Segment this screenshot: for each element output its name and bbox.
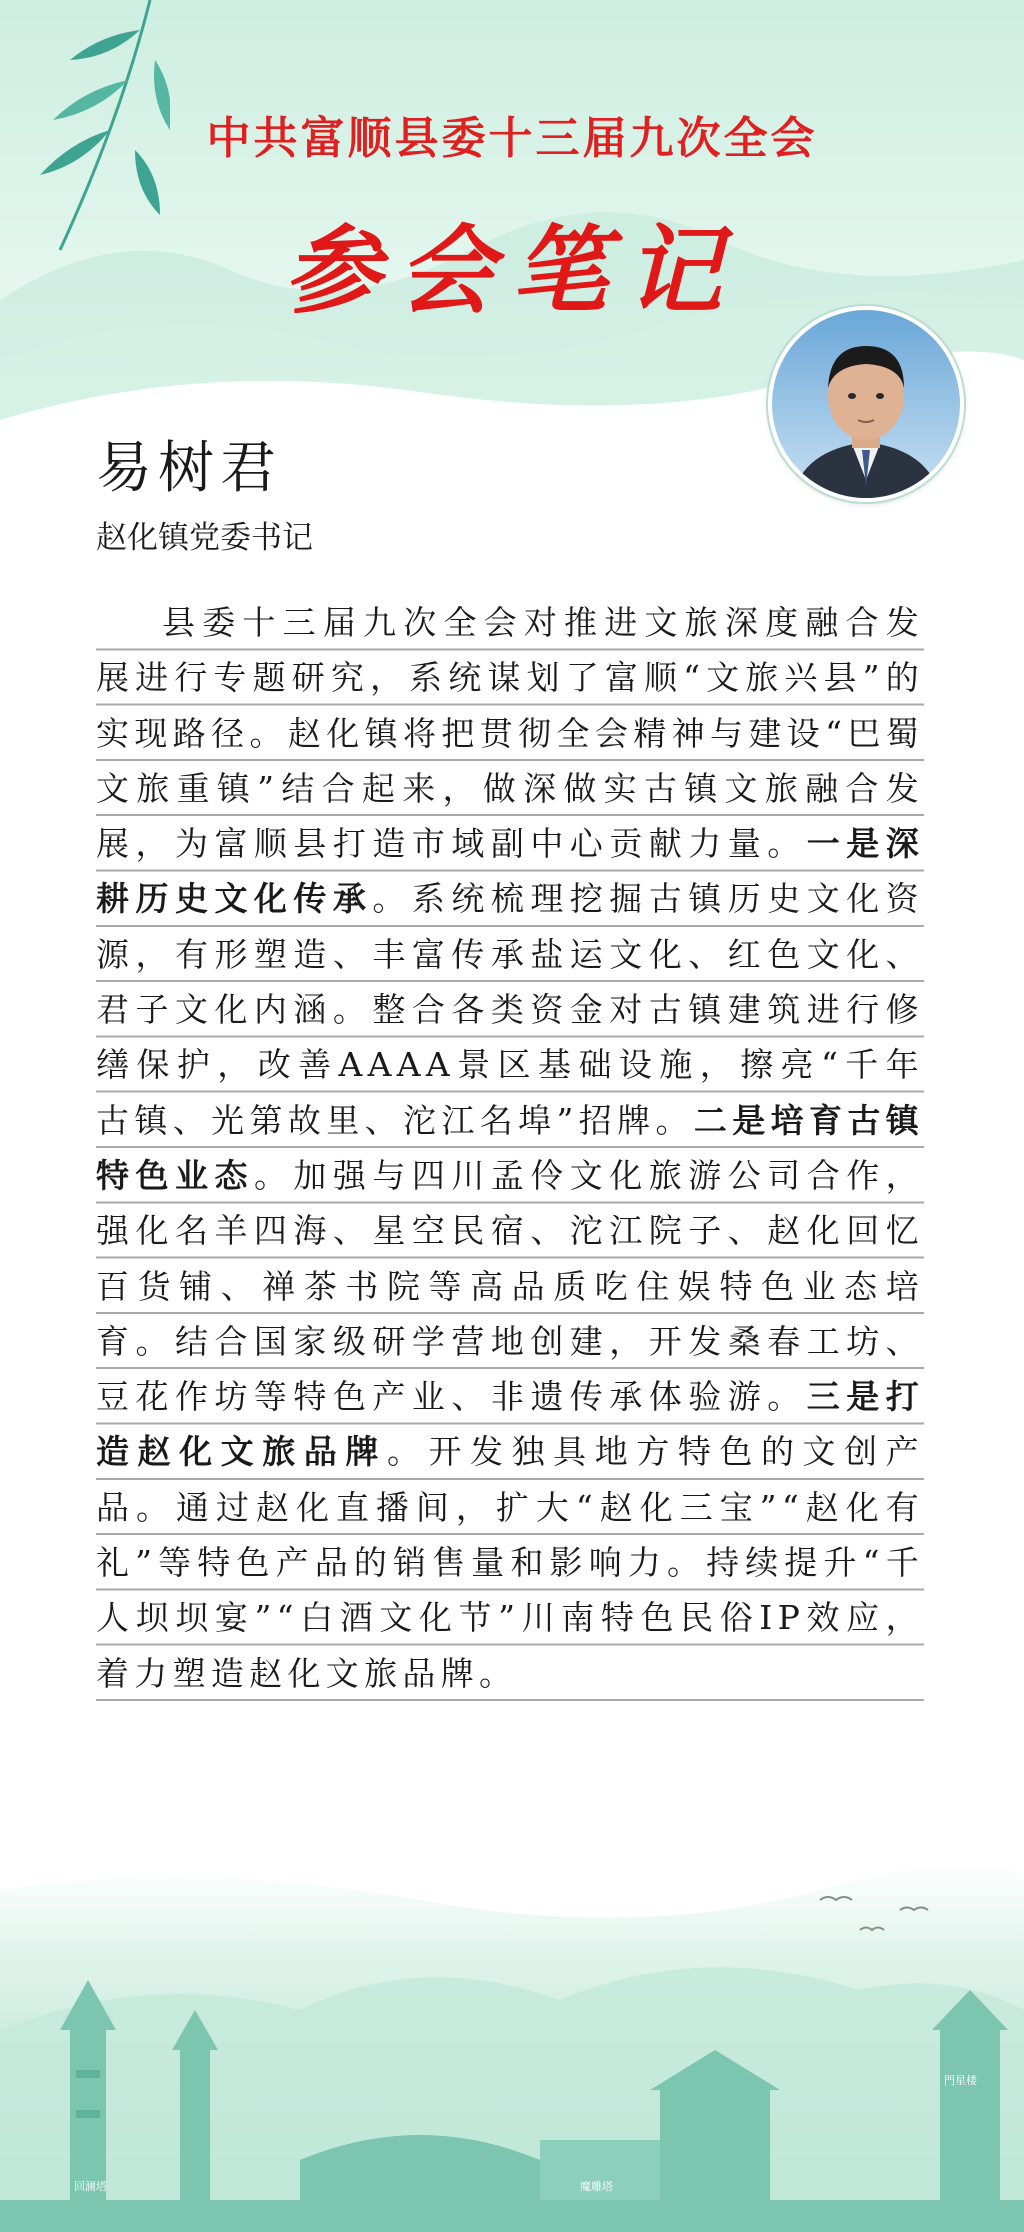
article-highlight: 一是深耕历史文化传承: [96, 824, 924, 919]
article-segment: 。系统梳理挖掘古镇历史文化资源，有形塑造、丰富传承盐运文化、红色文化、君子文化内涵。整合各类资金对古镇建筑进行修缮保护，改善AAAA景区基础设施，擦亮“千年古镇、光第故里、沱江名埠”招牌。: [96, 879, 924, 1140]
footer-scenery: [0, 1860, 1024, 2232]
landmark-label-left: 回澜塔: [74, 2180, 107, 2193]
article-segment: 县委十三届九次全会对推进文旅深度融合发展进行专题研究，系统谋划了富顺“文旅兴县”的实现路径。赵化镇将把贯彻全会精神与建设“巴蜀文旅重镇”结合起来，做深做实古镇文旅融合发展，为富顺县打造市域副中心贡献力量。: [96, 603, 924, 864]
article-body: [96, 595, 924, 1701]
town-skyline-illustration: [0, 1860, 1024, 2232]
article-segment: 。开发独具地方特色的文创产品。通过赵化直播间，扩大“赵化三宝”“赵化有礼”等特色产品的销售量和影响力。持续提升“千人坝坝宴”“白酒文化节”川南特色民俗IP效应，着力塑造赵化文旅品牌。: [96, 1432, 924, 1693]
article-segment: 。加强与四川孟伶文化旅游公司合作，强化名羊四海、星空民宿、沱江院子、赵化回忆百货铺、禅茶书院等高品质吃住娱特色业态培育。结合国家级研学营地创建，开发桑春工坊、豆花作坊等特色产业、非遗传承体验游。: [96, 1155, 924, 1417]
session-subtitle: 中共富顺县委十三届九次全会: [206, 113, 818, 164]
author-name: 易树君: [96, 436, 282, 501]
author-position: 赵化镇党委书记: [96, 520, 313, 556]
portrait-illustration: [772, 310, 960, 498]
landmark-label-right: 門星楼: [944, 2074, 977, 2087]
article-highlight: 三是打造赵化文旅品牌: [96, 1377, 924, 1472]
landmark-label-center: 魔雕塔: [580, 2180, 613, 2193]
page-title: 参会笔记: [284, 214, 740, 327]
avatar: [768, 306, 964, 502]
article-highlight: 二是培育古镇特色业态: [96, 1100, 924, 1195]
